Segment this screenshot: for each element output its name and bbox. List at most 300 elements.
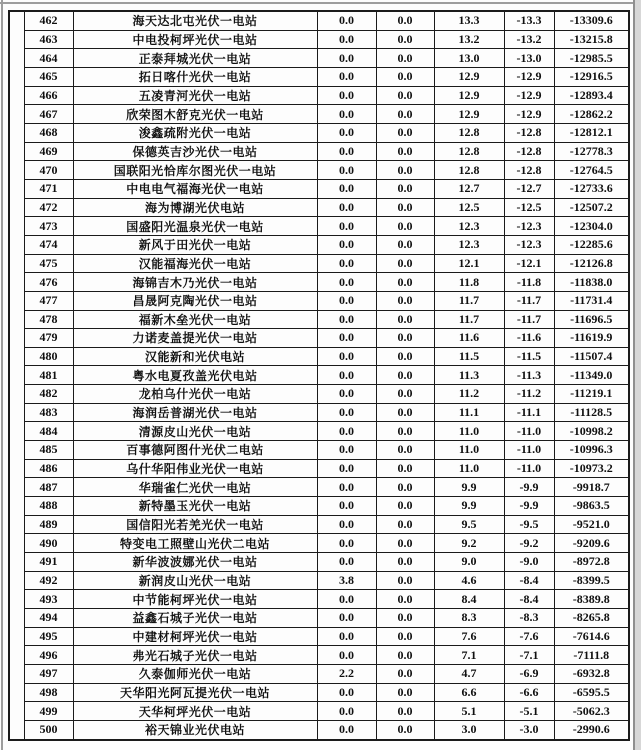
- value-cell-2: 0.0: [376, 590, 434, 609]
- station-table-body: [9, 11, 629, 740]
- value-cell-4: -12.9: [504, 86, 554, 105]
- value-cell-3: 7.6: [434, 627, 504, 646]
- value-cell-1: 0.0: [317, 683, 376, 702]
- value-cell-4: -5.1: [504, 702, 554, 721]
- value-cell-5: -11696.5: [554, 310, 629, 329]
- value-cell-3: 11.7: [434, 310, 504, 329]
- table-row: [9, 347, 629, 366]
- value-cell-2: 0.0: [376, 609, 434, 628]
- value-cell-3: 11.7: [434, 291, 504, 310]
- value-cell-2: 0.0: [376, 683, 434, 702]
- value-cell-5: -12985.5: [554, 49, 629, 68]
- table-row: [9, 179, 629, 198]
- value-cell-5: -9863.5: [554, 497, 629, 516]
- value-cell-4: -12.3: [504, 235, 554, 254]
- value-cell-3: 13.2: [434, 30, 504, 49]
- value-cell-5: -12733.6: [554, 179, 629, 198]
- value-cell-1: 0.0: [317, 30, 376, 49]
- value-cell-3: 11.6: [434, 329, 504, 348]
- value-cell-5: -8972.8: [554, 553, 629, 572]
- value-cell-2: 0.0: [376, 385, 434, 404]
- station-name-cell: 久泰伽师光伏一电站: [73, 664, 317, 683]
- value-cell-3: 11.0: [434, 422, 504, 441]
- table-row: [9, 646, 629, 665]
- station-name-cell: 拓日喀什光伏一电站: [73, 67, 317, 86]
- value-cell-4: -11.8: [504, 273, 554, 292]
- value-cell-1: 0.0: [317, 198, 376, 217]
- table-row: [9, 161, 629, 180]
- station-name-cell: 新特墨玉光伏一电站: [73, 497, 317, 516]
- table-row: [9, 310, 629, 329]
- value-cell-3: 12.7: [434, 179, 504, 198]
- value-cell-1: 0.0: [317, 720, 376, 739]
- value-cell-1: 0.0: [317, 459, 376, 478]
- value-cell-2: 0.0: [376, 310, 434, 329]
- station-name-cell: 弗光石城子光伏一电站: [73, 646, 317, 665]
- value-cell-4: -11.7: [504, 310, 554, 329]
- table-row: [9, 142, 629, 161]
- value-cell-1: 0.0: [317, 366, 376, 385]
- value-cell-1: 0.0: [317, 347, 376, 366]
- value-cell-1: 0.0: [317, 627, 376, 646]
- value-cell-3: 11.2: [434, 385, 504, 404]
- table-row: [9, 683, 629, 702]
- value-cell-5: -11507.4: [554, 347, 629, 366]
- value-cell-5: -11128.5: [554, 403, 629, 422]
- station-name-cell: 清源皮山光伏一电站: [73, 422, 317, 441]
- value-cell-3: 7.1: [434, 646, 504, 665]
- value-cell-3: 8.3: [434, 609, 504, 628]
- value-cell-2: 0.0: [376, 329, 434, 348]
- value-cell-4: -11.1: [504, 403, 554, 422]
- value-cell-2: 0.0: [376, 217, 434, 236]
- value-cell-1: 0.0: [317, 646, 376, 665]
- value-cell-5: -11838.0: [554, 273, 629, 292]
- value-cell-2: 0.0: [376, 720, 434, 739]
- value-cell-2: 0.0: [376, 478, 434, 497]
- row-index-cell: 485: [24, 441, 73, 460]
- value-cell-3: 12.8: [434, 123, 504, 142]
- value-cell-4: -11.0: [504, 422, 554, 441]
- value-cell-1: 0.0: [317, 329, 376, 348]
- station-name-cell: 天华柯坪光伏一电站: [73, 702, 317, 721]
- table-row: [9, 478, 629, 497]
- value-cell-4: -8.4: [504, 571, 554, 590]
- value-cell-5: -12778.3: [554, 142, 629, 161]
- row-index-cell: 473: [24, 217, 73, 236]
- value-cell-2: 0.0: [376, 403, 434, 422]
- station-name-cell: 新风于田光伏一电站: [73, 235, 317, 254]
- value-cell-4: -12.9: [504, 105, 554, 124]
- value-cell-4: -12.3: [504, 217, 554, 236]
- value-cell-2: 0.0: [376, 179, 434, 198]
- table-row: [9, 123, 629, 142]
- value-cell-1: 0.0: [317, 422, 376, 441]
- row-index-cell: 495: [24, 627, 73, 646]
- row-index-cell: 462: [24, 11, 73, 30]
- value-cell-3: 9.2: [434, 534, 504, 553]
- value-cell-1: 0.0: [317, 235, 376, 254]
- value-cell-1: 2.2: [317, 664, 376, 683]
- table-row: [9, 67, 629, 86]
- station-name-cell: 国盛阳光温泉光伏一电站: [73, 217, 317, 236]
- row-index-cell: 479: [24, 329, 73, 348]
- station-name-cell: 福新木垒光伏一电站: [73, 310, 317, 329]
- value-cell-5: -8389.8: [554, 590, 629, 609]
- value-cell-2: 0.0: [376, 235, 434, 254]
- value-cell-1: 0.0: [317, 534, 376, 553]
- row-index-cell: 496: [24, 646, 73, 665]
- row-index-cell: 481: [24, 366, 73, 385]
- value-cell-3: 5.1: [434, 702, 504, 721]
- row-index-cell: 475: [24, 254, 73, 273]
- page-frame-left-line: [1, 0, 3, 750]
- station-name-cell: 海天达北屯光伏一电站: [73, 11, 317, 30]
- value-cell-5: -12916.5: [554, 67, 629, 86]
- station-name-cell: 欣荣图木舒克光伏一电站: [73, 105, 317, 124]
- table-row: [9, 422, 629, 441]
- page-frame-top-line: [0, 2, 641, 4]
- table-row: [9, 571, 629, 590]
- table-row: [9, 441, 629, 460]
- table-row: [9, 702, 629, 721]
- value-cell-4: -13.0: [504, 49, 554, 68]
- row-index-cell: 491: [24, 553, 73, 572]
- value-cell-2: 0.0: [376, 123, 434, 142]
- value-cell-2: 0.0: [376, 11, 434, 30]
- table-row: [9, 553, 629, 572]
- value-cell-1: 0.0: [317, 441, 376, 460]
- value-cell-1: 0.0: [317, 86, 376, 105]
- value-cell-1: 0.0: [317, 67, 376, 86]
- value-cell-1: 0.0: [317, 590, 376, 609]
- row-index-cell: 465: [24, 67, 73, 86]
- value-cell-1: 0.0: [317, 702, 376, 721]
- value-cell-5: -11349.0: [554, 366, 629, 385]
- table-row: [9, 217, 629, 236]
- value-cell-4: -11.0: [504, 459, 554, 478]
- value-cell-4: -12.8: [504, 142, 554, 161]
- value-cell-1: 3.8: [317, 571, 376, 590]
- station-name-cell: 浚鑫疏附光伏一电站: [73, 123, 317, 142]
- row-index-cell: 489: [24, 515, 73, 534]
- value-cell-1: 0.0: [317, 385, 376, 404]
- row-index-cell: 498: [24, 683, 73, 702]
- value-cell-4: -12.7: [504, 179, 554, 198]
- value-cell-5: -6932.8: [554, 664, 629, 683]
- value-cell-4: -7.1: [504, 646, 554, 665]
- value-cell-3: 3.0: [434, 720, 504, 739]
- value-cell-2: 0.0: [376, 161, 434, 180]
- row-index-cell: 468: [24, 123, 73, 142]
- row-index-cell: 487: [24, 478, 73, 497]
- row-index-cell: 499: [24, 702, 73, 721]
- value-cell-1: 0.0: [317, 515, 376, 534]
- station-name-cell: 国信阳光若羌光伏一电站: [73, 515, 317, 534]
- value-cell-4: -12.5: [504, 198, 554, 217]
- value-cell-2: 0.0: [376, 86, 434, 105]
- value-cell-3: 12.3: [434, 217, 504, 236]
- value-cell-1: 0.0: [317, 273, 376, 292]
- row-index-cell: 472: [24, 198, 73, 217]
- value-cell-5: -9918.7: [554, 478, 629, 497]
- value-cell-4: -9.2: [504, 534, 554, 553]
- value-cell-5: -12893.4: [554, 86, 629, 105]
- table-row: [9, 720, 629, 739]
- table-row: [9, 86, 629, 105]
- value-cell-1: 0.0: [317, 254, 376, 273]
- value-cell-4: -8.4: [504, 590, 554, 609]
- value-cell-5: -12862.2: [554, 105, 629, 124]
- value-cell-5: -13215.8: [554, 30, 629, 49]
- row-index-cell: 492: [24, 571, 73, 590]
- value-cell-3: 9.0: [434, 553, 504, 572]
- value-cell-2: 0.0: [376, 366, 434, 385]
- value-cell-1: 0.0: [317, 609, 376, 628]
- value-cell-1: 0.0: [317, 142, 376, 161]
- station-name-cell: 中电电气福海光伏一电站: [73, 179, 317, 198]
- value-cell-3: 12.5: [434, 198, 504, 217]
- station-name-cell: 百事德阿图什光伏二电站: [73, 441, 317, 460]
- value-cell-4: -11.2: [504, 385, 554, 404]
- value-cell-3: 13.0: [434, 49, 504, 68]
- station-table: [8, 10, 630, 741]
- row-index-cell: 478: [24, 310, 73, 329]
- value-cell-5: -7111.8: [554, 646, 629, 665]
- row-index-cell: 469: [24, 142, 73, 161]
- value-cell-1: 0.0: [317, 497, 376, 516]
- table-row: [9, 329, 629, 348]
- value-cell-4: -11.7: [504, 291, 554, 310]
- row-index-cell: 486: [24, 459, 73, 478]
- value-cell-5: -12126.8: [554, 254, 629, 273]
- value-cell-4: -13.2: [504, 30, 554, 49]
- table-row: [9, 497, 629, 516]
- row-index-cell: 494: [24, 609, 73, 628]
- value-cell-1: 0.0: [317, 11, 376, 30]
- value-cell-3: 11.8: [434, 273, 504, 292]
- station-name-cell: 特变电工照壁山光伏二电站: [73, 534, 317, 553]
- station-name-cell: 五凌青河光伏一电站: [73, 86, 317, 105]
- row-index-cell: 493: [24, 590, 73, 609]
- value-cell-2: 0.0: [376, 105, 434, 124]
- station-name-cell: 益鑫石城子光伏一电站: [73, 609, 317, 628]
- value-cell-4: -3.0: [504, 720, 554, 739]
- value-cell-5: -6595.5: [554, 683, 629, 702]
- value-cell-2: 0.0: [376, 497, 434, 516]
- value-cell-3: 6.6: [434, 683, 504, 702]
- value-cell-5: -5062.3: [554, 702, 629, 721]
- table-row: [9, 30, 629, 49]
- row-index-cell: 482: [24, 385, 73, 404]
- value-cell-1: 0.0: [317, 161, 376, 180]
- value-cell-5: -10996.3: [554, 441, 629, 460]
- station-name-cell: 中电投柯坪光伏一电站: [73, 30, 317, 49]
- value-cell-4: -11.5: [504, 347, 554, 366]
- value-cell-2: 0.0: [376, 459, 434, 478]
- table-row: [9, 590, 629, 609]
- station-name-cell: 正泰拜城光伏一电站: [73, 49, 317, 68]
- table-row: [9, 273, 629, 292]
- value-cell-5: -9209.6: [554, 534, 629, 553]
- value-cell-2: 0.0: [376, 553, 434, 572]
- value-cell-5: -12304.0: [554, 217, 629, 236]
- value-cell-4: -12.8: [504, 123, 554, 142]
- value-cell-4: -9.9: [504, 478, 554, 497]
- row-index-cell: 480: [24, 347, 73, 366]
- station-name-cell: 国联阳光恰库尔图光伏一电站: [73, 161, 317, 180]
- table-row: [9, 609, 629, 628]
- value-cell-5: -9521.0: [554, 515, 629, 534]
- value-cell-1: 0.0: [317, 478, 376, 497]
- value-cell-1: 0.0: [317, 123, 376, 142]
- value-cell-3: 12.8: [434, 161, 504, 180]
- table-row: [9, 534, 629, 553]
- value-cell-2: 0.0: [376, 198, 434, 217]
- table-row: [9, 385, 629, 404]
- station-name-cell: 华瑞雀仁光伏一电站: [73, 478, 317, 497]
- page-edge-shading: [635, 0, 641, 750]
- table-row: [9, 291, 629, 310]
- value-cell-4: -12.9: [504, 67, 554, 86]
- value-cell-3: 11.0: [434, 459, 504, 478]
- value-cell-5: -12285.6: [554, 235, 629, 254]
- value-cell-2: 0.0: [376, 291, 434, 310]
- station-name-cell: 海润岳普湖光伏一电站: [73, 403, 317, 422]
- row-index-cell: 488: [24, 497, 73, 516]
- value-cell-1: 0.0: [317, 49, 376, 68]
- row-index-cell: 477: [24, 291, 73, 310]
- station-name-cell: 新润皮山光伏一电站: [73, 571, 317, 590]
- value-cell-4: -6.9: [504, 664, 554, 683]
- value-cell-5: -8265.8: [554, 609, 629, 628]
- value-cell-2: 0.0: [376, 347, 434, 366]
- station-name-cell: 海锦吉木乃光伏一电站: [73, 273, 317, 292]
- station-name-cell: 保德英吉沙光伏一电站: [73, 142, 317, 161]
- table-row: [9, 105, 629, 124]
- station-name-cell: 天华阳光阿瓦提光伏一电站: [73, 683, 317, 702]
- value-cell-3: 9.9: [434, 478, 504, 497]
- value-cell-4: -9.9: [504, 497, 554, 516]
- row-index-cell: 497: [24, 664, 73, 683]
- row-index-cell: 470: [24, 161, 73, 180]
- value-cell-3: 11.0: [434, 441, 504, 460]
- value-cell-2: 0.0: [376, 67, 434, 86]
- value-cell-4: -12.1: [504, 254, 554, 273]
- value-cell-2: 0.0: [376, 441, 434, 460]
- value-cell-2: 0.0: [376, 30, 434, 49]
- value-cell-5: -7614.6: [554, 627, 629, 646]
- value-cell-2: 0.0: [376, 49, 434, 68]
- value-cell-3: 11.3: [434, 366, 504, 385]
- row-index-cell: 500: [24, 720, 73, 739]
- row-index-cell: 484: [24, 422, 73, 441]
- value-cell-2: 0.0: [376, 627, 434, 646]
- station-name-cell: 粤水电夏孜盖光伏电站: [73, 366, 317, 385]
- table-row: [9, 49, 629, 68]
- value-cell-2: 0.0: [376, 515, 434, 534]
- value-cell-5: -11731.4: [554, 291, 629, 310]
- value-cell-3: 9.5: [434, 515, 504, 534]
- value-cell-5: -12507.2: [554, 198, 629, 217]
- value-cell-3: 4.7: [434, 664, 504, 683]
- station-name-cell: 中建材柯坪光伏一电站: [73, 627, 317, 646]
- value-cell-2: 0.0: [376, 254, 434, 273]
- value-cell-2: 0.0: [376, 571, 434, 590]
- value-cell-3: 8.4: [434, 590, 504, 609]
- station-name-cell: 力诺麦盖提光伏一电站: [73, 329, 317, 348]
- value-cell-3: 12.3: [434, 235, 504, 254]
- value-cell-4: -7.6: [504, 627, 554, 646]
- row-index-cell: 466: [24, 86, 73, 105]
- station-name-cell: 龙柏乌什光伏一电站: [73, 385, 317, 404]
- station-name-cell: 裕天锦业光伏电站: [73, 720, 317, 739]
- row-index-cell: 483: [24, 403, 73, 422]
- value-cell-1: 0.0: [317, 217, 376, 236]
- table-row: [9, 459, 629, 478]
- value-cell-5: -2990.6: [554, 720, 629, 739]
- table-row: [9, 403, 629, 422]
- row-index-cell: 471: [24, 179, 73, 198]
- table-row: [9, 198, 629, 217]
- value-cell-2: 0.0: [376, 422, 434, 441]
- row-index-cell: 464: [24, 49, 73, 68]
- value-cell-3: 12.8: [434, 142, 504, 161]
- value-cell-5: -10973.2: [554, 459, 629, 478]
- value-cell-1: 0.0: [317, 291, 376, 310]
- value-cell-3: 9.9: [434, 497, 504, 516]
- table-row: [9, 235, 629, 254]
- value-cell-1: 0.0: [317, 105, 376, 124]
- station-name-cell: 中节能柯坪光伏一电站: [73, 590, 317, 609]
- table-row: [9, 627, 629, 646]
- value-cell-4: -9.0: [504, 553, 554, 572]
- value-cell-4: -6.6: [504, 683, 554, 702]
- row-index-cell: 463: [24, 30, 73, 49]
- row-index-cell: 467: [24, 105, 73, 124]
- value-cell-5: -11619.9: [554, 329, 629, 348]
- station-name-cell: 乌什华阳伟业光伏一电站: [73, 459, 317, 478]
- value-cell-2: 0.0: [376, 702, 434, 721]
- table-row: [9, 11, 629, 30]
- value-cell-2: 0.0: [376, 142, 434, 161]
- row-index-cell: 476: [24, 273, 73, 292]
- table-row: [9, 254, 629, 273]
- row-index-cell: 490: [24, 534, 73, 553]
- left-margin-cell: [9, 11, 24, 740]
- value-cell-4: -9.5: [504, 515, 554, 534]
- value-cell-5: -8399.5: [554, 571, 629, 590]
- table-row: [9, 366, 629, 385]
- value-cell-5: -13309.6: [554, 11, 629, 30]
- value-cell-2: 0.0: [376, 646, 434, 665]
- value-cell-4: -8.3: [504, 609, 554, 628]
- row-index-cell: 474: [24, 235, 73, 254]
- table-row: [9, 515, 629, 534]
- value-cell-3: 11.1: [434, 403, 504, 422]
- value-cell-2: 0.0: [376, 664, 434, 683]
- value-cell-4: -12.8: [504, 161, 554, 180]
- value-cell-3: 11.5: [434, 347, 504, 366]
- value-cell-4: -13.3: [504, 11, 554, 30]
- station-name-cell: 汉能福海光伏一电站: [73, 254, 317, 273]
- value-cell-2: 0.0: [376, 273, 434, 292]
- value-cell-4: -11.6: [504, 329, 554, 348]
- value-cell-1: 0.0: [317, 553, 376, 572]
- value-cell-4: -11.0: [504, 441, 554, 460]
- value-cell-5: -12764.5: [554, 161, 629, 180]
- value-cell-4: -11.3: [504, 366, 554, 385]
